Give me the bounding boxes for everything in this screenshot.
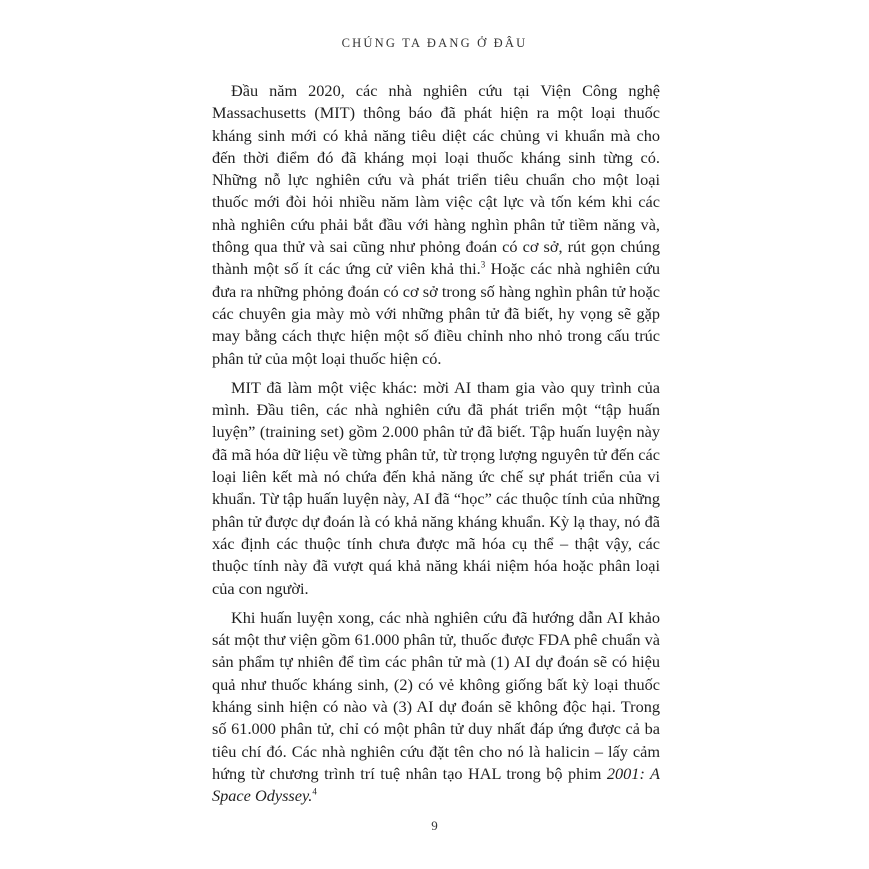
footnote-marker-4: 4 <box>312 786 317 797</box>
film-title: 2001: A Space Odyssey. <box>212 763 660 806</box>
paragraph-2 <box>212 377 660 600</box>
page-number: 9 <box>431 818 438 833</box>
body-text <box>212 80 660 815</box>
paragraph-1-text: Đầu năm 2020, các nhà nghiên cứu tại Viện Công nghệ Massachusetts (MIT) thông báo đã phát hiện ra một loại thuốc kháng sinh mới có khả năng tiêu diệt các chủng vi khuẩn mà cho đến thời điểm đó đã kháng mọi loại thuốc kháng sinh từng có. Những nỗ lực nghiên cứu và phát triển tiêu chuẩn cho một loại thuốc mới đòi hỏi nhiều năm làm việc cật lực và tốn kém khi các nhà nghiên cứu phải bắt đầu với hàng nghìn phân tử tiềm năng và, thông qua thử và sai cũng như phỏng đoán có cơ sở, rút gọn chúng thành một số ít các ứng cử viên khả thi. <box>212 81 660 279</box>
paragraph-3-text: Khi huấn luyện xong, các nhà nghiên cứu đã hướng dẫn AI khảo sát một thư viện gồm 61.000 phân tử, thuốc được FDA phê chuẩn và sản phẩm tự nhiên để tìm các phân tử mà (1) AI dự đoán sẽ có hiệu quả như thuốc kháng sinh, (2) có vẻ không giống bất kỳ loại thuốc kháng sinh hiện có nào và (3) AI dự đoán sẽ không độc hại. Trong số 61.000 phân tử, chỉ có một phân tử duy nhất đáp ứng được cả ba tiêu chí đó. Các nhà nghiên cứu đặt tên cho nó là halicin – lấy cảm hứng từ chương trình trí tuệ nhân tạo HAL trong bộ phim <box>212 607 660 783</box>
paragraph-3 <box>212 607 660 808</box>
running-header: CHÚNG TA ĐANG Ở ĐÂU <box>341 36 528 50</box>
paragraph-1-text-continued: Hoặc các nhà nghiên cứu đưa ra những phỏng đoán có cơ sở trong số hàng nghìn phân tử hoặc các chuyên gia mày mò với những phân tử đã biết, hy vọng sẽ gặp may bằng cách thực hiện một số điều chỉnh nho nhỏ trong cấu trúc phân tử của một loại thuốc hiện có. <box>212 259 660 368</box>
footnote-marker-3: 3 <box>480 259 486 270</box>
paragraph-1 <box>212 80 660 370</box>
paragraph-2-text: MIT đã làm một việc khác: mời AI tham gia vào quy trình của mình. Đầu tiên, các nhà nghiên cứu đã phát triển một “tập huấn luyện” (training set) gồm 2.000 phân tử đã biết. Tập huấn luyện này đã mã hóa dữ liệu về từng phân tử, từ trọng lượng nguyên tử đến các loại liên kết mà nó chứa đến khả năng ức chế sự phát triển của vi khuẩn. Từ tập huấn luyện này, AI đã “học” các thuộc tính của những phân tử được dự đoán là có khả năng kháng khuẩn. Kỳ lạ thay, nó đã xác định các thuộc tính chưa được mã hóa cụ thể – thật vậy, các thuộc tính này đã vượt quá khả năng khái niệm hóa hoặc phân loại của con người. <box>212 377 660 598</box>
